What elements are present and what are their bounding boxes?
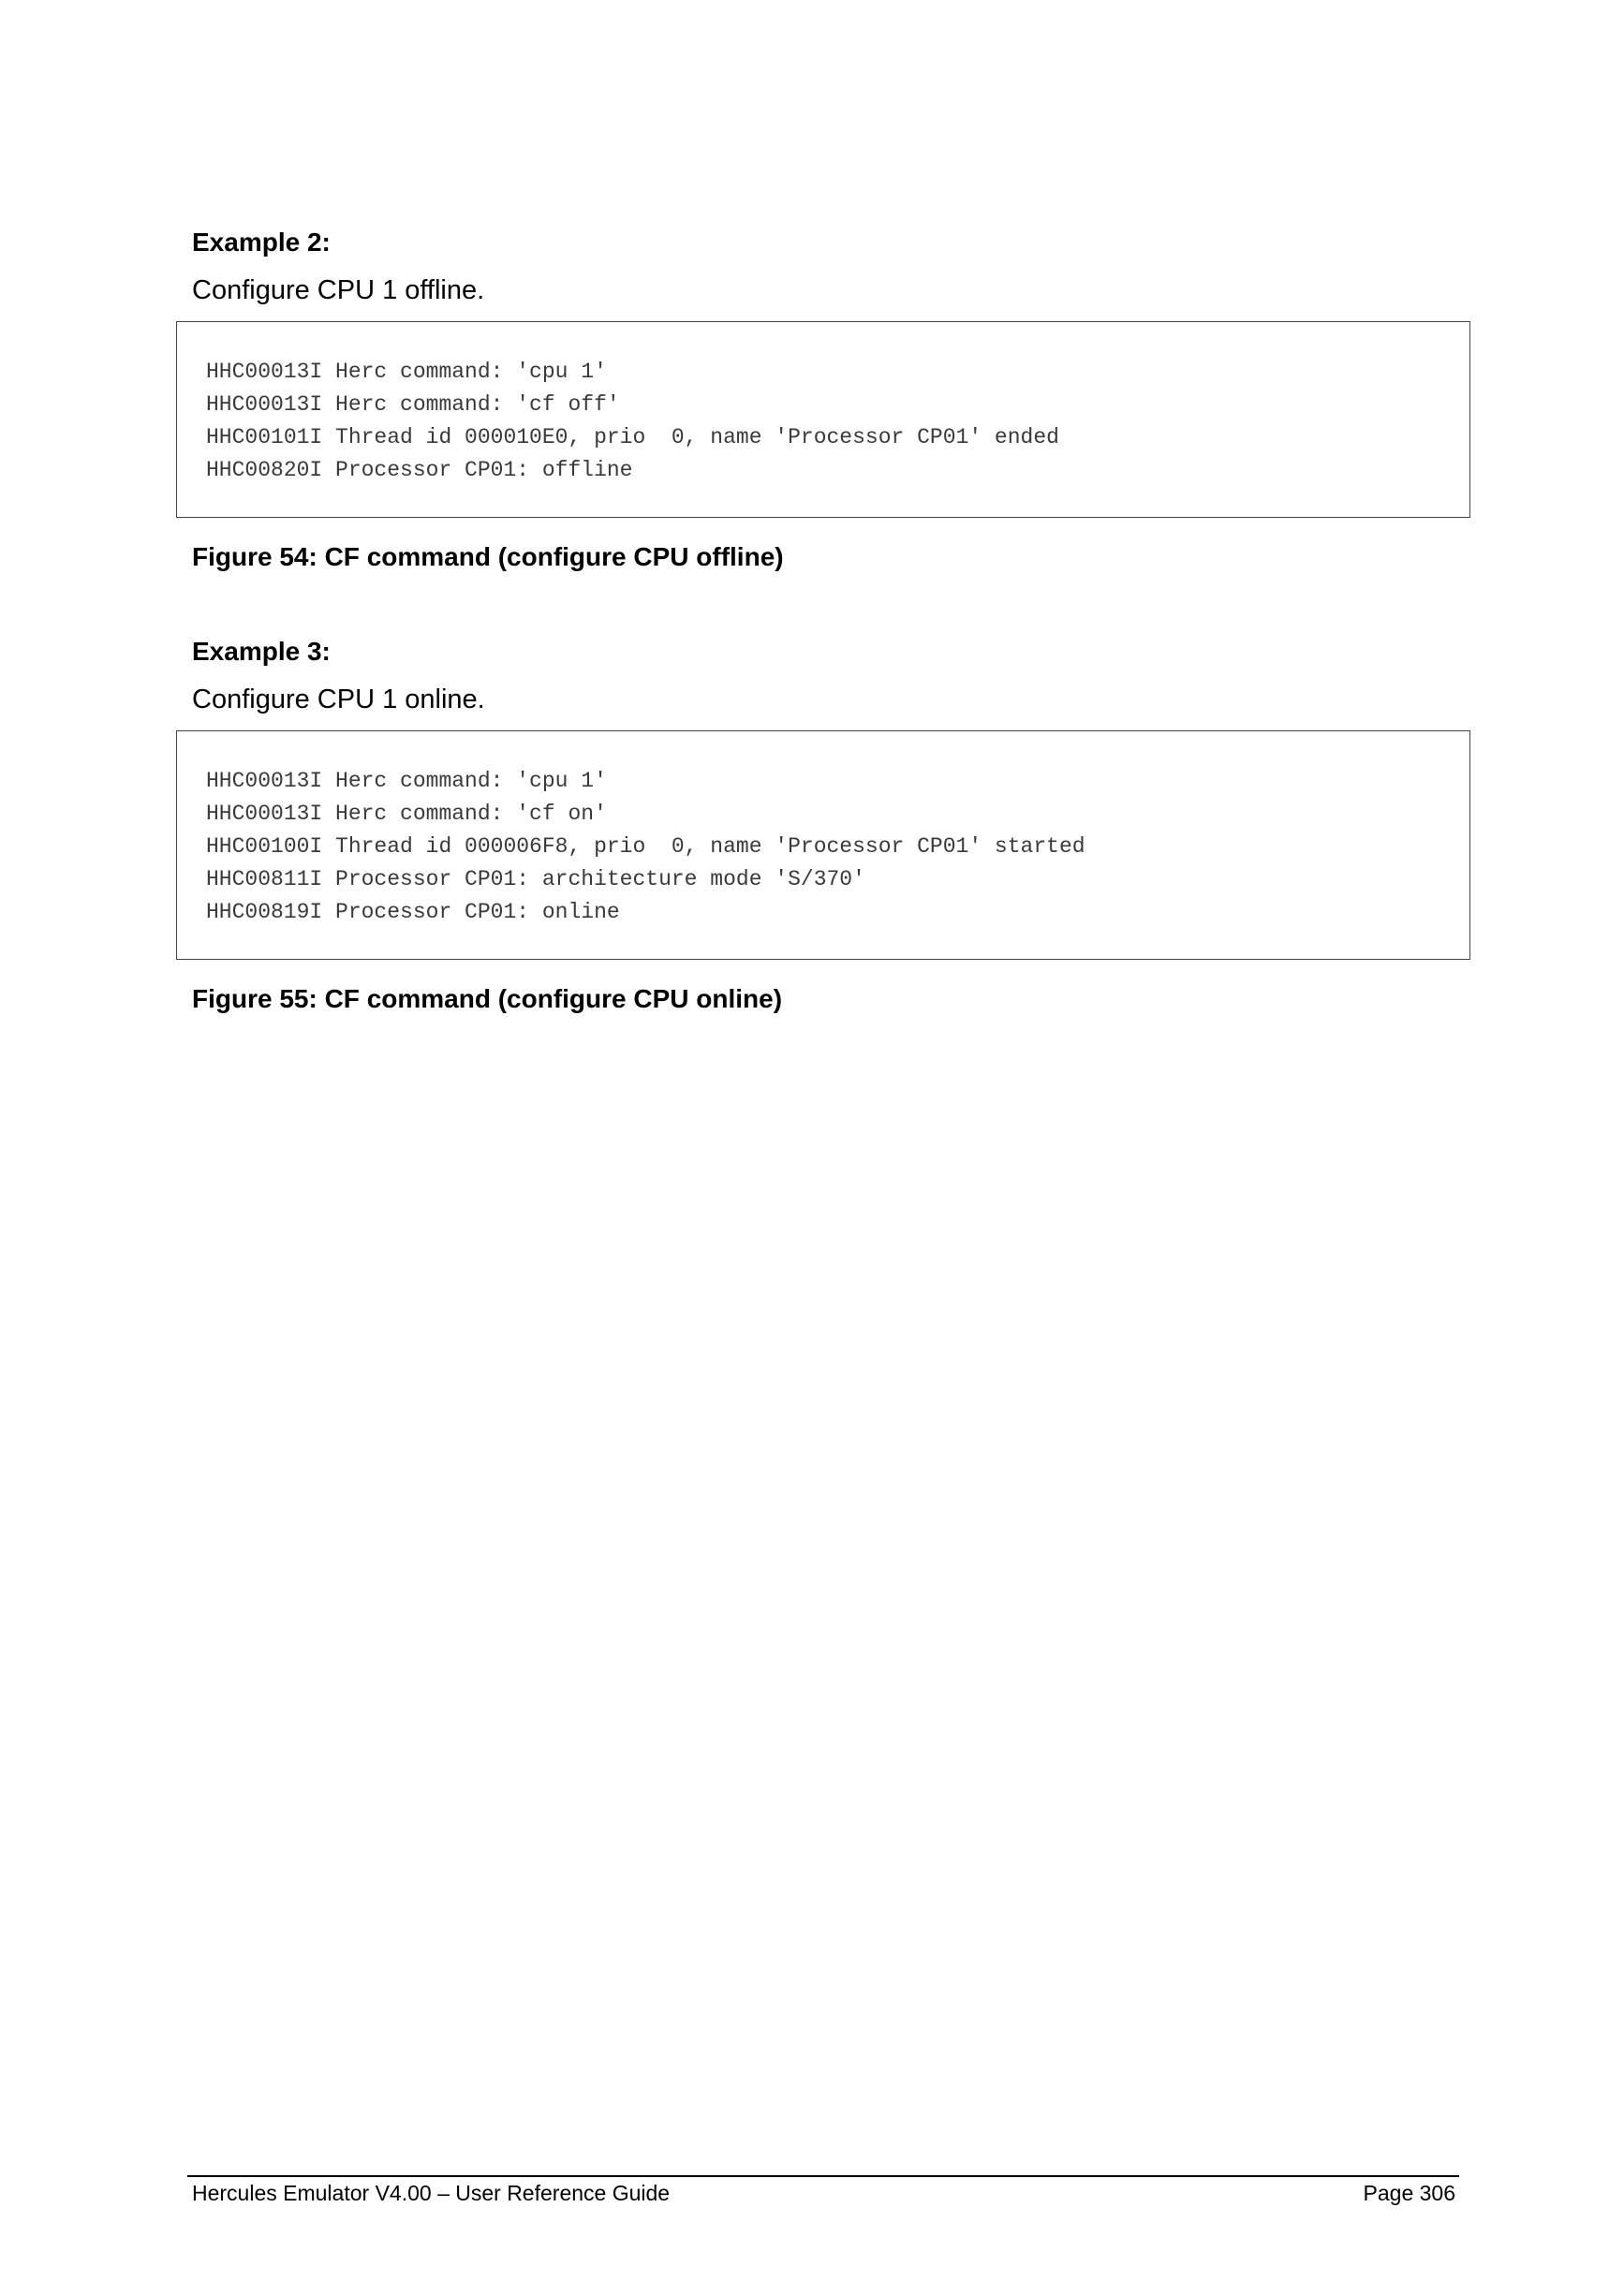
footer-page-number: Page 306 bbox=[1363, 2181, 1455, 2205]
footer-divider bbox=[187, 2175, 1459, 2177]
example-3-description: Configure CPU 1 online. bbox=[192, 684, 485, 714]
example-3-heading: Example 3: bbox=[192, 637, 331, 666]
code-line: HHC00013I Herc command: 'cpu 1' bbox=[206, 769, 607, 793]
code-line: HHC00013I Herc command: 'cpu 1' bbox=[206, 360, 607, 384]
code-line: HHC00013I Herc command: 'cf off' bbox=[206, 392, 620, 417]
code-line: HHC00819I Processor CP01: online bbox=[206, 900, 620, 924]
example-2-code-block bbox=[176, 321, 1470, 518]
footer-document-title: Hercules Emulator V4.00 – User Reference Guide bbox=[192, 2181, 671, 2205]
example-3-code-lines bbox=[206, 765, 1085, 929]
code-line: HHC00820I Processor CP01: offline bbox=[206, 458, 633, 482]
example-2-description: Configure CPU 1 offline. bbox=[192, 275, 485, 305]
example-3-code-block bbox=[176, 730, 1470, 960]
code-line: HHC00013I Herc command: 'cf on' bbox=[206, 802, 607, 826]
figure-54-caption: Figure 54: CF command (configure CPU offline) bbox=[192, 542, 784, 571]
figure-55-caption: Figure 55: CF command (configure CPU online) bbox=[192, 984, 783, 1013]
example-2-code-lines bbox=[206, 356, 1059, 487]
code-line: HHC00811I Processor CP01: architecture mode 'S/370' bbox=[206, 867, 865, 891]
example-2-heading: Example 2: bbox=[192, 228, 331, 257]
code-line: HHC00100I Thread id 000006F8, prio 0, name 'Processor CP01' started bbox=[206, 834, 1085, 859]
code-line: HHC00101I Thread id 000010E0, prio 0, name 'Processor CP01' ended bbox=[206, 425, 1059, 449]
